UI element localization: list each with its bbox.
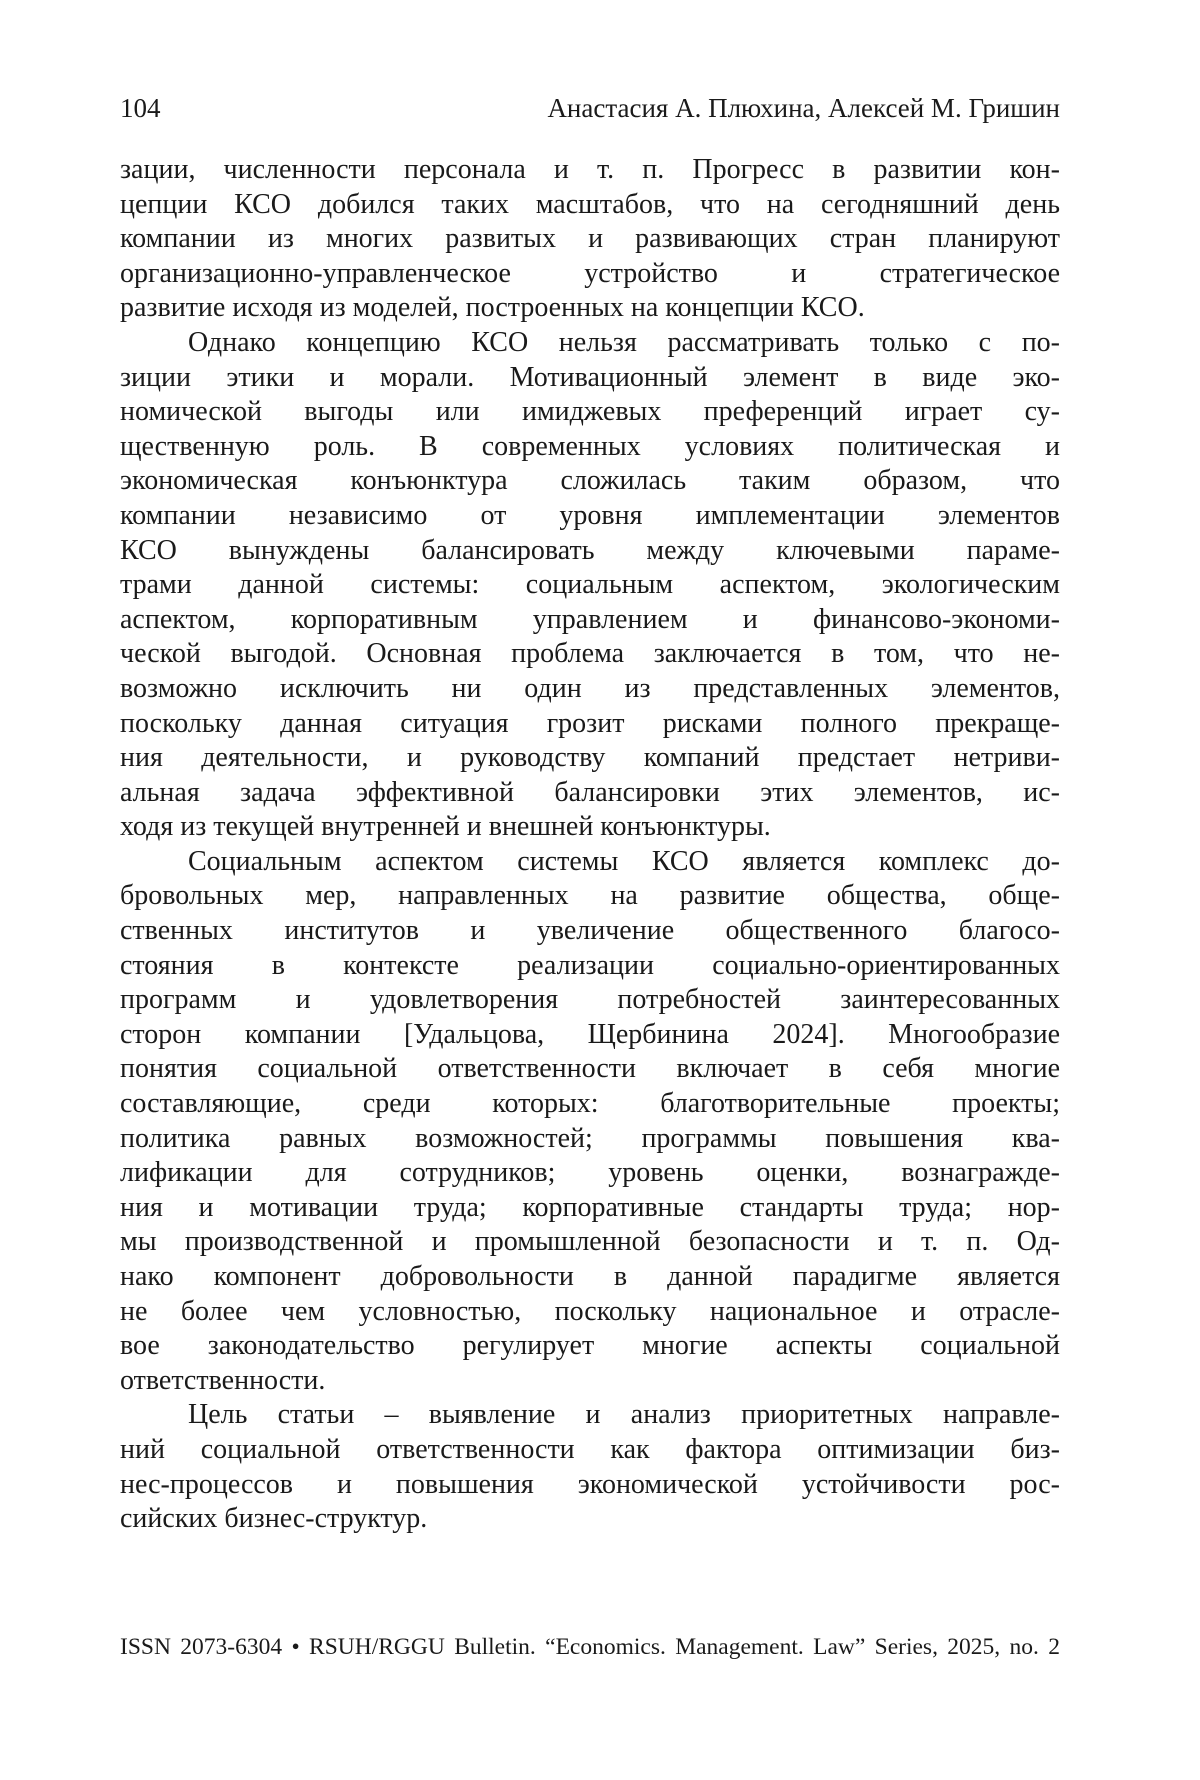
text-line: зиции этики и морали. Мотивационный элемент в виде эко- <box>120 361 1060 393</box>
body-text <box>120 153 1060 1537</box>
text-line: бровольных мер, направленных на развитие общества, обще- <box>120 880 1060 912</box>
paragraph <box>120 153 1060 326</box>
text-line: поскольку данная ситуация грозит рисками полного прекраще- <box>120 707 1060 739</box>
text-line: цепции КСО добился таких масштабов, что на сегодняшний день <box>120 188 1060 220</box>
text-line: сторон компании [Удальцова, Щербинина 2024]. Многообразие <box>120 1018 1060 1050</box>
page-footer <box>120 1632 1060 1662</box>
paragraph <box>120 326 1060 845</box>
text-line: лификации для сотрудников; уровень оценки, вознагражде- <box>120 1157 1060 1189</box>
text-line: не более чем условностью, поскольку национальное и отрасле- <box>120 1295 1060 1327</box>
running-head <box>120 92 1060 124</box>
text-line: организационно-управленческое устройство и стратегическое <box>120 257 1060 289</box>
text-line: нако компонент добровольности в данной парадигме является <box>120 1261 1060 1292</box>
text-line: ния и мотивации труда; корпоративные стандарты труда; нор- <box>120 1191 1060 1223</box>
text-line: ходя из текущей внутренней и внешней конъюнктуры. <box>120 811 771 843</box>
text-line: Однако концепцию КСО нельзя рассматривать только с по- <box>188 326 1060 358</box>
text-line: понятия социальной ответственности включает в себя многие <box>120 1053 1060 1085</box>
page-number: 104 <box>120 93 161 123</box>
text-line: номической выгоды или имиджевых преференций играет су- <box>120 396 1060 428</box>
text-line: ответственности. <box>120 1364 326 1396</box>
text-line: трами данной системы: социальным аспектом, экологическим <box>120 569 1060 601</box>
text-line: возможно исключить ни один из представленных элементов, <box>120 672 1060 704</box>
text-line: ний социальной ответственности как фактора оптимизации биз- <box>120 1433 1060 1465</box>
text-line: ния деятельности, и руководству компаний предстает нетриви- <box>120 742 1060 774</box>
text-line: ственных институтов и увеличение общественного благосо- <box>120 915 1060 947</box>
footer-imprint: ISSN 2073-6304 • RSUH/RGGU Bulletin. “Economics. Management. Law” Series, 2025, no. 2 <box>120 1634 1060 1660</box>
text-line: развитие исходя из моделей, построенных на концепции КСО. <box>120 292 865 324</box>
text-line: альная задача эффективной балансировки этих элементов, ис- <box>120 776 1060 808</box>
text-line: политика равных возможностей; программы повышения ква- <box>120 1122 1060 1154</box>
text-line: Социальным аспектом системы КСО является комплекс до- <box>188 845 1060 877</box>
text-line: Цель статьи – выявление и анализ приоритетных направле- <box>188 1399 1060 1431</box>
text-line: стояния в контексте реализации социально-ориентированных <box>120 949 1060 981</box>
text-line: составляющие, среди которых: благотворительные проекты; <box>120 1088 1060 1120</box>
text-line: ческой выгодой. Основная проблема заключается в том, что не- <box>120 638 1060 670</box>
text-line: экономическая конъюнктура сложилась таким образом, что <box>120 465 1060 497</box>
text-line: зации, численности персонала и т. п. Прогресс в развитии кон- <box>120 154 1060 185</box>
paragraph <box>120 1398 1060 1536</box>
text-line: КСО вынуждены балансировать между ключевыми параме- <box>120 534 1060 566</box>
text-line: сийских бизнес-структур. <box>120 1503 428 1535</box>
text-line: компании независимо от уровня имплементации элементов <box>120 499 1060 531</box>
text-line: компании из многих развитых и развивающих стран планируют <box>120 223 1060 255</box>
text-line: щественную роль. В современных условиях политическая и <box>120 430 1060 462</box>
text-line: вое законодательство регулирует многие аспекты социальной <box>120 1330 1060 1362</box>
text-line: мы производственной и промышленной безопасности и т. п. Од- <box>120 1226 1060 1258</box>
running-title: Анастасия А. Плюхина, Алексей М. Гришин <box>547 93 1060 123</box>
text-line: аспектом, корпоративным управлением и финансово-экономи- <box>120 603 1060 635</box>
text-line: нес-процессов и повышения экономической устойчивости рос- <box>120 1468 1060 1500</box>
paragraph <box>120 845 1060 1399</box>
text-line: программ и удовлетворения потребностей заинтересованных <box>120 984 1060 1016</box>
